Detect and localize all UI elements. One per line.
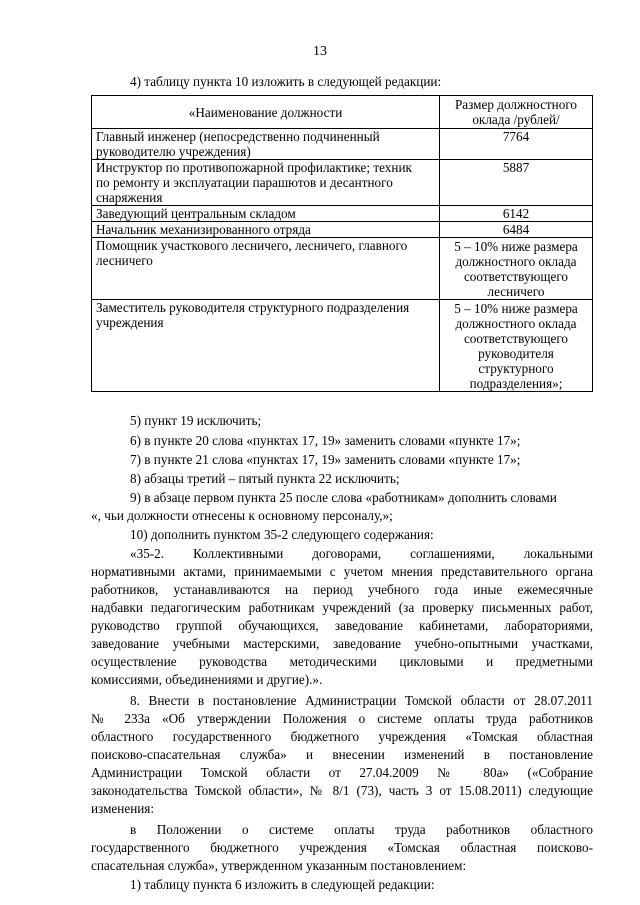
salary-value-cell: 6484 — [440, 222, 593, 238]
section-8-line: № 233а «Об утверждении Положения о системе оплаты труда работников — [91, 711, 593, 726]
salary-value-cell: 5 – 10% ниже размера должностного оклада соответствующего руководителя структурного подразделения»; — [440, 300, 593, 392]
salary-value-cell: 7764 — [440, 129, 593, 160]
quote-line: работников, устанавливаются на период учебного года иные ежемесячные — [91, 582, 593, 597]
position-name-cell: Инструктор по противопожарной профилактике; техник по ремонту и эксплуатации парашютов и десантного снаряжения — [92, 160, 440, 206]
quote-line: надбавки педагогическим работникам учреждений (за проверку письменных работ, — [91, 600, 593, 615]
header-salary: Размер должностного оклада /рублей/ — [440, 96, 593, 129]
final-item: 1) таблицу пункта 6 изложить в следующей редакции: — [130, 877, 435, 892]
quote-line: руководство группой обучающихся, заведование кабинетами, лабораториями, — [91, 618, 593, 633]
table-row — [92, 300, 593, 392]
quote-line: заведование учебными мастерскими, заведование учебно-опытными участками, — [91, 636, 593, 651]
table-row — [92, 206, 593, 222]
section-8-line-last: изменения: — [91, 801, 155, 816]
table-row — [92, 160, 593, 206]
polozhenie-line: государственного бюджетного учреждения «Томская областная поисково- — [91, 840, 593, 855]
section-8-line: 8. Внести в постановление Администрации Томской области от 28.07.2011 — [130, 693, 593, 708]
header-position-name: «Наименование должности — [92, 96, 440, 129]
item-9-line1: 9) в абзаце первом пункта 25 после слова «работникам» дополнить словами — [130, 490, 557, 505]
position-name-cell: Заместитель руководителя структурного подразделения учреждения — [92, 300, 440, 392]
section-8-line: законодательства Томской области», № 8/1 (73), часть 3 от 15.08.2011) следующие — [91, 783, 593, 798]
salary-value-cell: 5 – 10% ниже размера должностного оклада соответствующего лесничего — [440, 238, 593, 300]
table-row — [92, 238, 593, 300]
position-name-cell: Главный инженер (непосредственно подчиненный руководителю учреждения) — [92, 129, 440, 160]
position-name-cell: Начальник механизированного отряда — [92, 222, 440, 238]
item-9-line2: «, чьи должности отнесены к основному персоналу,»; — [91, 508, 393, 523]
table-row — [92, 222, 593, 238]
quote-line-last: комиссиями, объединениями и другие).». — [91, 672, 323, 687]
section-8-line: областного государственного бюджетного учреждения «Томская областная — [91, 729, 593, 744]
item-6: 6) в пункте 20 слова «пунктах 17, 19» заменить словами «пункте 17»; — [130, 433, 521, 448]
section-8-line: Администрации Томской области от 27.04.2009 № 80а» («Собрание — [91, 765, 593, 780]
table-header-row — [92, 96, 593, 129]
polozhenie-line-last: спасательная служба», утвержденном указанным постановлением: — [91, 858, 467, 873]
page-number: 13 — [313, 44, 327, 59]
quote-line: нормативными актами, принимаемыми с учетом мнения представительного органа — [91, 564, 593, 579]
salary-value-cell: 6142 — [440, 206, 593, 222]
item-7: 7) в пункте 21 слова «пунктах 17, 19» заменить словами «пункте 17»; — [130, 452, 521, 467]
salary-value-cell: 5887 — [440, 160, 593, 206]
item-8: 8) абзацы третий – пятый пункта 22 исключить; — [130, 471, 400, 486]
salary-table — [91, 95, 593, 392]
item-10: 10) дополнить пунктом 35-2 следующего содержания: — [130, 527, 434, 542]
quote-line: осуществление руководства методическими цикловыми и предметными — [91, 654, 593, 669]
item-5: 5) пункт 19 исключить; — [130, 413, 262, 428]
table-row — [92, 129, 593, 160]
polozhenie-line: в Положении о системе оплаты труда работников областного — [130, 822, 593, 837]
table-intro: 4) таблицу пункта 10 изложить в следующей редакции: — [130, 74, 442, 89]
section-8-line: поисково-спасательная служба» и внесении изменений в постановление — [91, 747, 593, 762]
position-name-cell: Помощник участкового лесничего, лесничего, главного лесничего — [92, 238, 440, 300]
quote-line: «35-2. Коллективными договорами, соглашениями, локальными — [130, 546, 593, 561]
position-name-cell: Заведующий центральным складом — [92, 206, 440, 222]
